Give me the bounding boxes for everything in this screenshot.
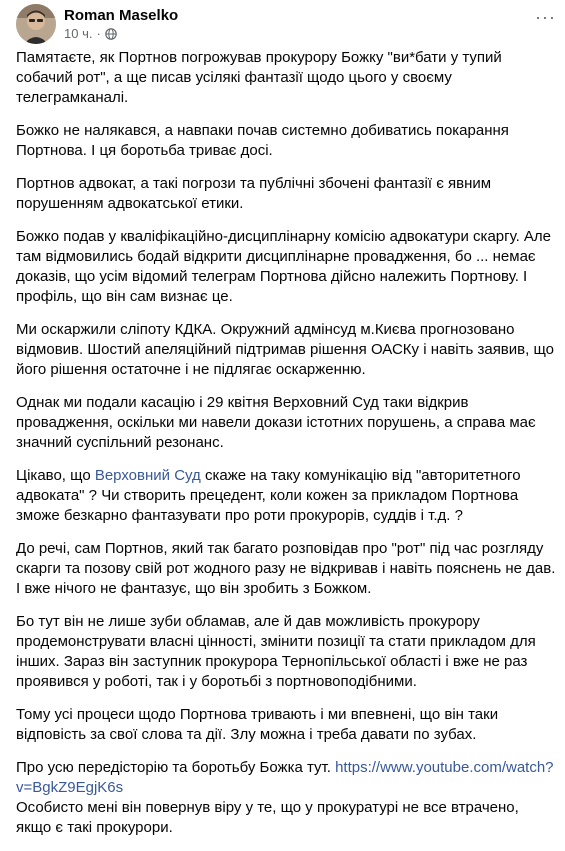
post-body xyxy=(16,48,556,851)
paragraph-10: Тому усі процеси щодо Портнова тривають і ми впевнені, що він таки відповість за свої слова та дії. Злу можна і треба давати по зубах. xyxy=(16,706,499,743)
post-meta xyxy=(64,26,117,41)
paragraph-4: Божко подав у кваліфікаційно-дисциплінарну комісію адвокатури скаргу. Але там відмовились бодай відкрити дисциплінарне провадження, бо ... немає доказів, що усім відомий телеграм Портнова дійсно належить Портнову. І профіль, що він сам визнає це. xyxy=(16,228,552,305)
paragraph-5: Ми оскаржили сліпоту КДКА. Окружний адмінсуд м.Києва прогнозовано відмовив. Шостий апеляційний підтримав рішення ОАСКу і навіть заявив, що його рішення остаточне і не підлягає оскарженню. xyxy=(16,321,554,378)
post-header xyxy=(16,4,556,40)
author-name[interactable]: Roman Maselko xyxy=(64,7,179,24)
globe-icon xyxy=(105,28,117,40)
paragraph-11-line2: Особисто мені він повернув віру у те, що у прокуратурі не все втрачено, якщо є такі прокурори. xyxy=(16,799,519,836)
paragraph-2: Божко не налякався, а навпаки почав системно добиватись покарання Портнова. І ця боротьба триває досі. xyxy=(16,122,509,159)
paragraph-8: До речі, сам Портнов, який так багато розповідав про "рот" під час розгляду скарги та позову свій рот жодного разу не відкривав і навіть пояснень не дав. І вже нічого не фантазує, що він зробить з Божком. xyxy=(16,540,556,597)
paragraph-9: Бо тут він не лише зуби обламав, але й дав можливість прокурору продемонструвати власні цінності, змінити позиції та стати прикладом для інших. Зараз він заступник прокурора Тернопільської області і вже не раз проявився у роботі, так і у боротьбі з портновоподібними. xyxy=(16,613,536,690)
paragraph-7-pre: Цікаво, що xyxy=(16,467,95,484)
youtube-link[interactable]: https://www.youtube.com/watch?v=BgkZ9EgjK6s xyxy=(16,759,554,796)
paragraph-7 xyxy=(16,466,556,526)
avatar[interactable] xyxy=(16,4,56,44)
paragraph-6: Однак ми подали касацію і 29 квітня Верховний Суд таки відкрив провадження, оскільки ми навели докази істотних порушень, а справа має значний суспільний резонанс. xyxy=(16,394,536,451)
post-time[interactable]: 10 ч. xyxy=(64,26,93,41)
paragraph-7-post: скаже на таку комунікацію від "авторитетного адвоката" ? Чи створить прецедент, коли кожен за прикладом Портнова зможе безкарно фантазувати про роти прокурорів, суддів і т.д. ? xyxy=(16,467,521,524)
supreme-court-link[interactable]: Верховний Суд xyxy=(94,467,201,484)
paragraph-3: Портнов адвокат, а такі погрози та публічні збочені фантазії є явним порушенням адвокатської етики. xyxy=(16,175,492,212)
more-options-icon[interactable]: ··· xyxy=(535,7,556,27)
paragraph-11 xyxy=(16,758,556,838)
paragraph-1: Памятаєте, як Портнов погрожував прокурору Божку "ви*бати у тупий собачий рот", а ще писав усілякі фантазії щодо цього у своєму телеграмканалі. xyxy=(16,49,502,106)
paragraph-11-pre: Про усю передісторію та боротьбу Божка тут. xyxy=(16,759,336,776)
dot-separator: · xyxy=(96,26,101,41)
